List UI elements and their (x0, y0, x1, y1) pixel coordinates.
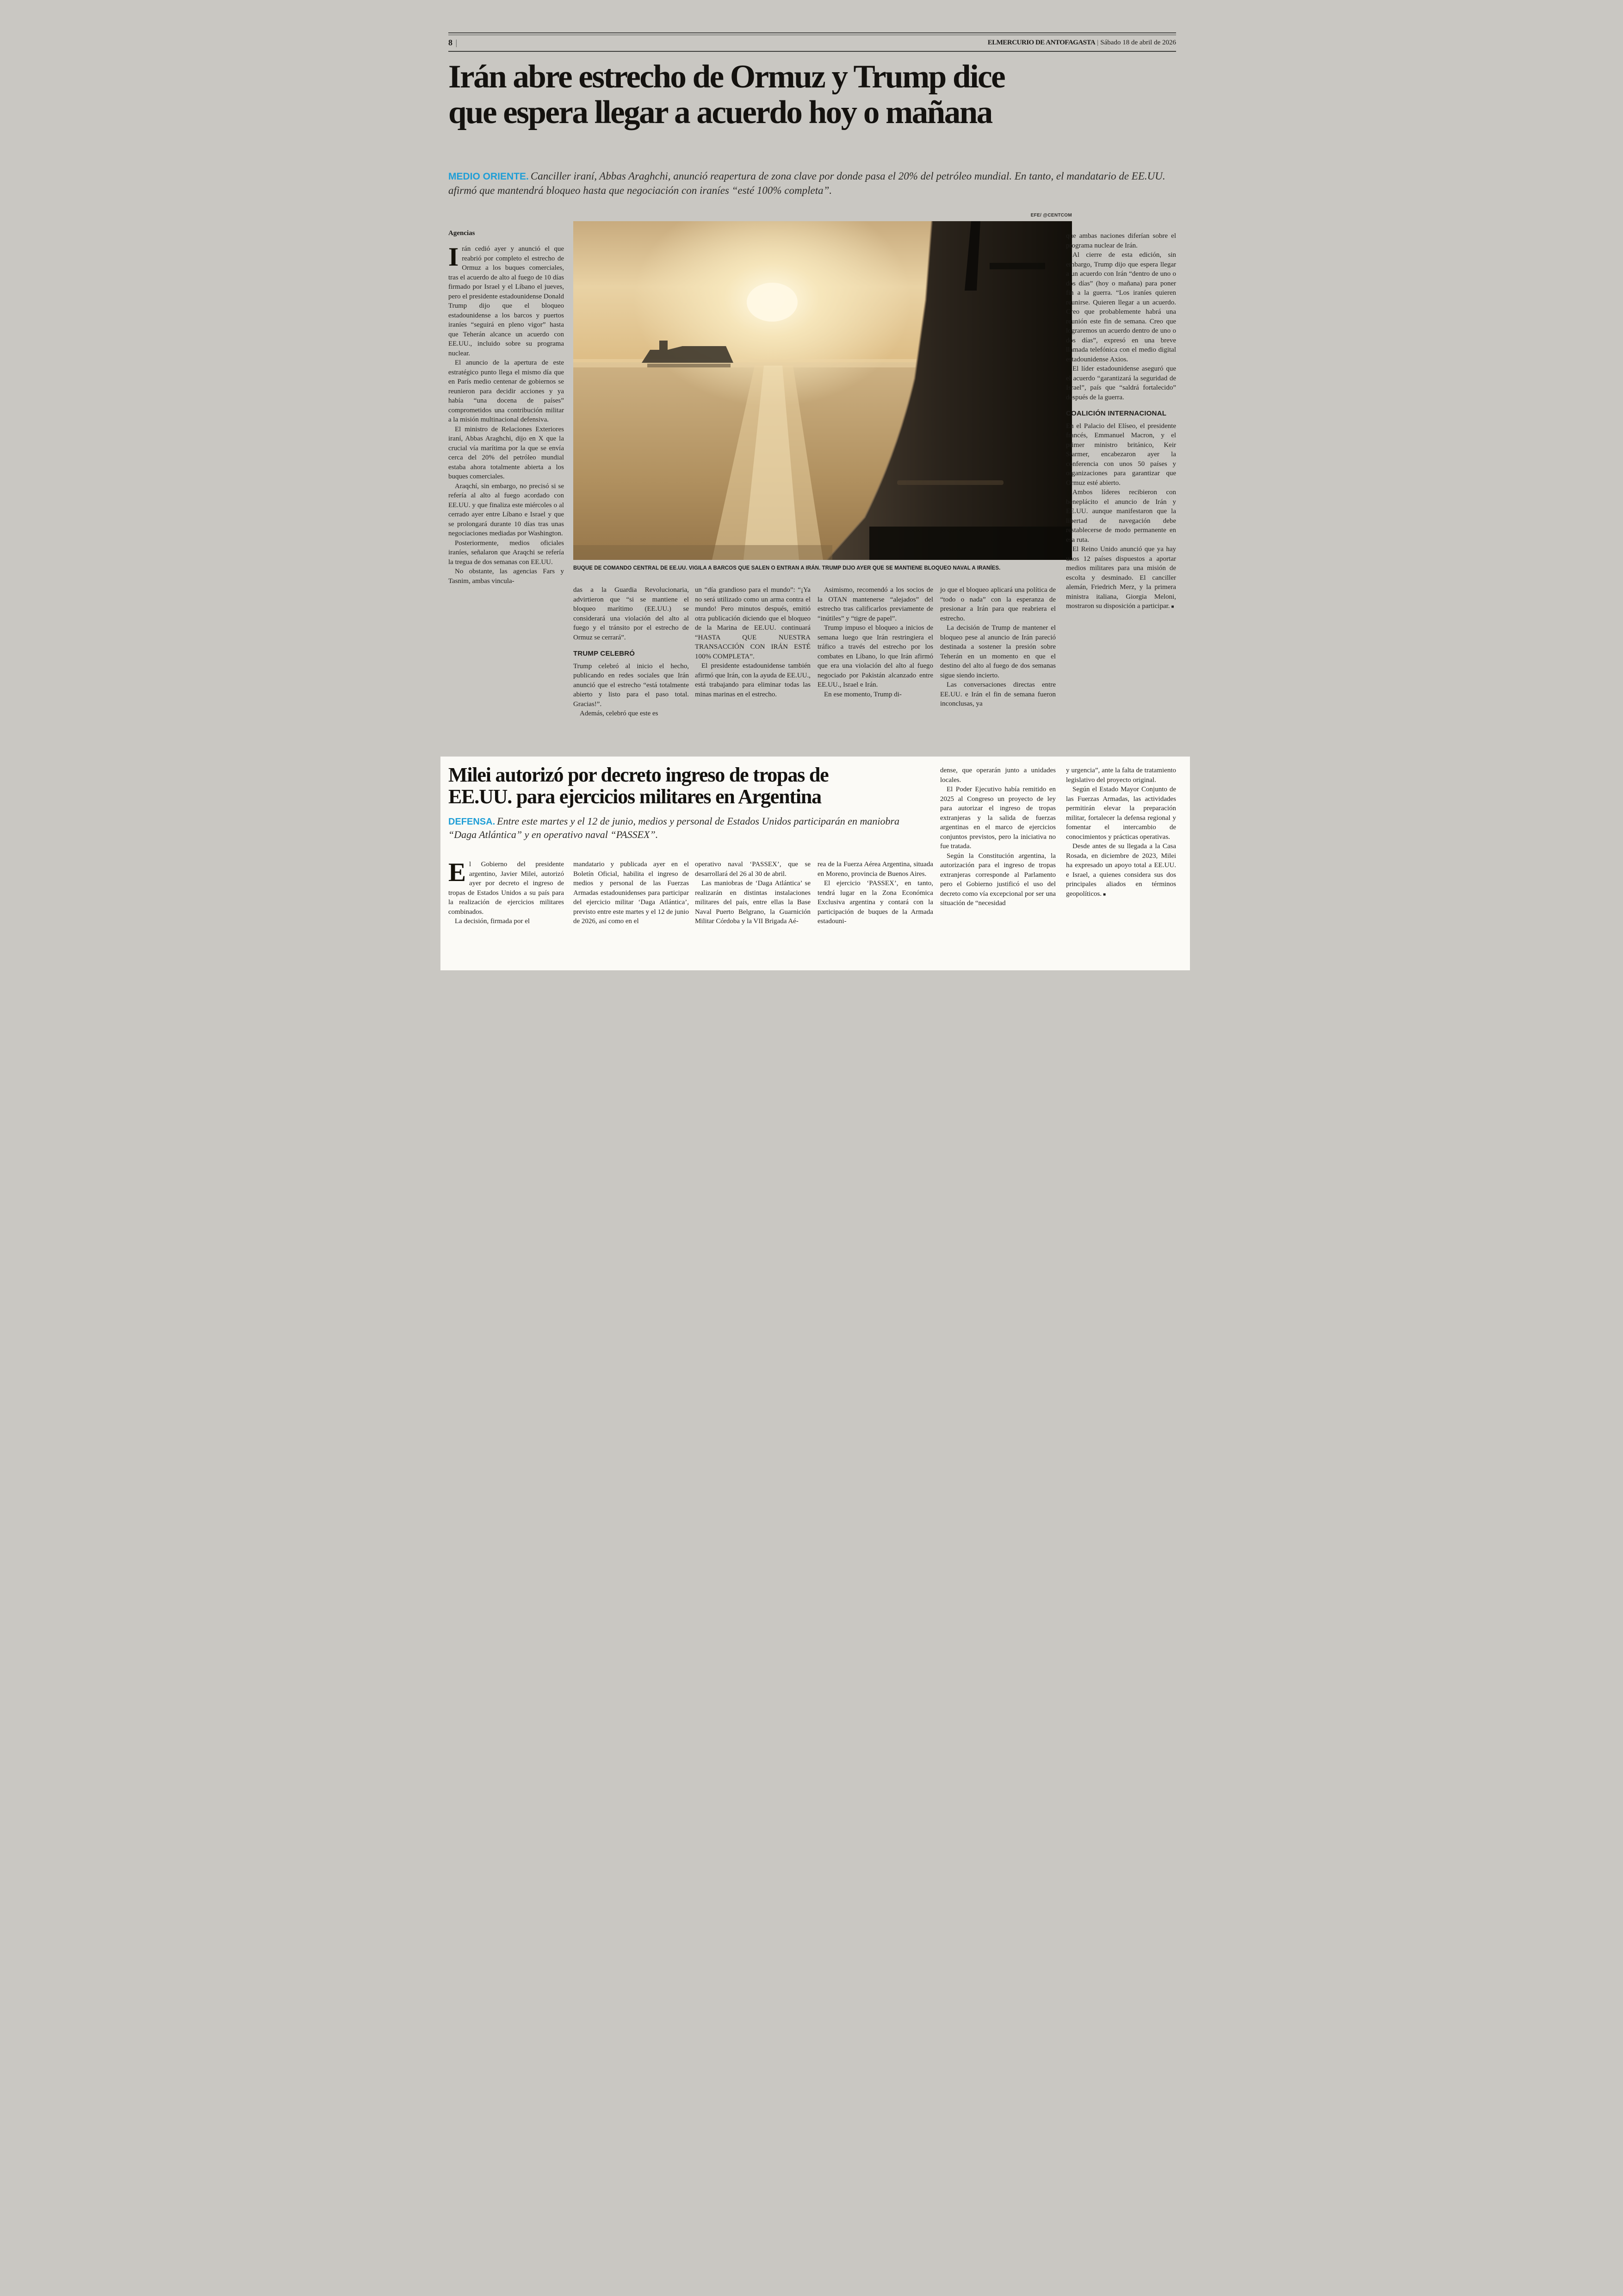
milei-column-6 (1066, 766, 1176, 900)
paragraph: Además, celebró que este es (580, 710, 658, 717)
main-headline (448, 59, 1179, 130)
milei-headline-line1: Milei autorizó por decreto ingreso de tropas de (448, 763, 829, 786)
iran-column-c (818, 585, 933, 699)
lead-paragraph (448, 244, 564, 358)
article-end-mark: ■ (1103, 892, 1106, 897)
photo-credit: EFE/ @CENTCOM (1030, 213, 1072, 218)
paragraph: La decisión de Trump de mantener el bloqueo pese al anuncio de Irán pareció destinada a sostener la presión sobre Teherán en un momento en que el destino del alto al fuego de dos semanas sigue siendo incierto. (940, 624, 1056, 679)
paragraph: dense, que operarán junto a unidades locales. (940, 767, 1056, 784)
paragraph: jo que el bloqueo aplicará una política de “todo o nada” con la esperanza de presionar a Irán para que reabriera el estrecho. (940, 586, 1056, 622)
milei-headline (448, 764, 929, 807)
paragraph (1066, 545, 1176, 612)
milei-article-box (440, 757, 1190, 970)
paragraph: Las maniobras de ‘Daga Atlántica’ se realizarán en distintas instalaciones militares del país, entre ellas la Base Naval Puerto Belgrano, la Guarnición Militar Córdoba y la VII Brigada Aé- (695, 880, 811, 925)
paragraph: Araqchí, sin embargo, no precisó si se refería al alto al fuego acordado con EE.UU. y que finaliza este miércoles o al cerrado ayer entre Líbano e Israel y que se prolongará durante 10 días tras unas negociaciones mediadas por Washington. (448, 482, 564, 537)
newspaper-page (406, 0, 1217, 1148)
iran-right-column (1066, 231, 1176, 612)
main-headline-line1: Irán abre estrecho de Ormuz y Trump dice (448, 59, 1005, 95)
paragraph: El Poder Ejecutivo había remitido en 2025 al Congreso un proyecto de ley para autorizar el ingreso de tropas extranjeras y la salida de fuerzas argentinas en el marco de ejercicios conjuntos previstos, pero la iniciativa no fue tratada. (940, 786, 1056, 850)
drop-cap: E (448, 858, 466, 887)
milei-kicker: DEFENSA. (448, 817, 496, 827)
paragraph-text: El Reino Unido anunció que ya hay unos 12 países dispuestos a aportar medios militares para una misión de escolta y desminado. El canciller alemán, Friedrich Merz, y la primera ministra italiana, Giorgia Meloni, mostraron su disposición a participar. (1066, 546, 1176, 610)
paragraph: La decisión, firmada por el (455, 918, 530, 925)
paragraph: das a la Guardia Revolucionaria, advirtieron que “si se mantiene el bloqueo marítimo (EE.UU.) se considerará una violación del alto al fuego y el tránsito por el estrecho de Ormuz se cerrará”. (573, 586, 689, 641)
paragraph: que ambas naciones diferían sobre el programa nuclear de Irán. (1066, 232, 1176, 249)
paragraph: Ambos líderes recibieron con beneplácito el anuncio de Irán y EE.UU. aunque manifestaron que la libertad de navegación debe restablecerse de modo permanente en esa ruta. (1066, 489, 1176, 544)
folio-line (988, 39, 1176, 47)
main-headline-line2: que espera llegar a acuerdo hoy o mañana (448, 94, 992, 130)
paragraph: Al cierre de esta edición, sin embargo, Trump dijo que espera llegar a un acuerdo con Irán “dentro de uno o dos días” (hoy o mañana) para poner fin a la guerra. “Los iraníes quieren reunirse. Quieren llegar a un acuerdo. Creo que probablemente habrá una reunión este fin de semana. Creo que lograremos un acuerdo dentro de uno o dos días”, expresó en una breve llamada telefónica con el medio digital estadounidense Axios. (1066, 251, 1176, 363)
paragraph: En el Palacio del Elíseo, el presidente francés, Emmanuel Macron, y el primer ministro británico, Keir Starmer, encabezaron ayer la conferencia con unos 50 países y organizaciones para garantizar que Ormuz esté abierto. (1066, 422, 1176, 487)
milei-column-5 (940, 766, 1056, 908)
paragraph (1066, 842, 1176, 900)
byline: Agencias (448, 230, 475, 237)
lead-paragraph (448, 860, 564, 917)
milei-column-1 (448, 860, 564, 926)
milei-column-2 (573, 860, 689, 926)
ship-antenna (990, 263, 1045, 269)
edition-date: Sábado 18 de abril de 2026 (1100, 39, 1176, 46)
page-number-bar: | (455, 38, 458, 47)
paragraph: rea de la Fuerza Aérea Argentina, situada en Moreno, provincia de Buenos Aires. (818, 861, 933, 878)
article-end-mark: ■ (1171, 604, 1174, 609)
paragraph: mandatario y publicada ayer en el Boletín Oficial, habilita el ingreso de medios y personal de las Fuerzas Armadas estadounidenses para participar del ejercicio militar ‘Daga Atlántica’, previsto entre este martes y el 12 de junio de 2026, así como en el (573, 861, 689, 925)
paragraph: El anuncio de la apertura de este estratégico punto llega el mismo día que en París medio centenar de gobiernos se reunieron para decidir acciones y ya había “una docena de países” comprometidos una contribución militar a la misión multinacional defensiva. (448, 359, 564, 423)
paragraph: En ese momento, Trump di- (824, 690, 902, 698)
paragraph: Según la Constitución argentina, la autorización para el ingreso de tropas extranjeras corresponde al Parlamento pero el Gobierno justificó el uso del decreto como vía excepcional por ser una situación de “necesidad (940, 852, 1056, 907)
paragraph: El presidente estadounidense también afirmó que Irán, con la ayuda de EE.UU., está trabajando para eliminar todas las minas marinas en el estrecho. (695, 662, 811, 698)
deck-rail (897, 480, 1004, 485)
paragraph: Según el Estado Mayor Conjunto de las Fuerzas Armadas, las actividades permitirán elevar la preparación militar, fortalecer la defensa regional y fomentar el intercambio de conocimientos y prácticas operativas. (1066, 786, 1176, 841)
header-top-rule (448, 32, 1176, 35)
photo-caption: BUQUE DE COMANDO CENTRAL DE EE.UU. VIGILA A BARCOS QUE SALEN O ENTRAN A IRÁN. TRUMP DIJO AYER QUE SE MANTIENE BLOQUEO NAVAL A IRANÍES. (573, 565, 1001, 571)
paragraph: Asimismo, recomendó a los socios de la OTAN mantenerse “alejados” del estrecho tras calificarlos previamente de “inútiles” y “tigre de papel”. (818, 586, 933, 622)
iran-left-column (448, 244, 564, 586)
main-deck (448, 169, 1172, 198)
section-subhead: TRUMP CELEBRÓ (573, 650, 635, 658)
water-shadow (573, 545, 832, 560)
carrier-reflection (647, 364, 731, 367)
masthead: ELMERCURIO DE ANTOFAGASTA (987, 39, 1096, 46)
paragraph: Las conversaciones directas entre EE.UU. e Irán el fin de semana fueron inconclusas, ya (940, 681, 1056, 707)
paragraph: Trump celebró al inicio el hecho, publicando en redes sociales que Irán anunció que el estrecho “está totalmente abierto y listo para el paso total. Gracias!”. (573, 662, 689, 708)
paragraph: No obstante, las agencias Fars y Tasnim, ambas vincula- (448, 568, 564, 585)
sun (747, 283, 798, 322)
page-number (448, 38, 458, 48)
iran-column-a (573, 585, 689, 719)
lead-paragraph-text: l Gobierno del presidente argentino, Javier Milei, autorizó ayer por decreto el ingreso de tropas de Estados Unidos a su país para la realización de ejercicios militares combinados. (448, 861, 564, 916)
milei-headline-line2: EE.UU. para ejercicios militares en Argentina (448, 785, 821, 808)
main-deck-text: Canciller iraní, Abbas Araghchi, anunció reapertura de zona clave por donde pasa el 20% del petróleo mundial. En tanto, el mandatario de EE.UU. afirmó que mantendrá bloqueo hasta que negociación con iraníes “esté 100% completa”. (448, 170, 1165, 196)
paragraph: El ministro de Relaciones Exteriores iraní, Abbas Araghchi, dijo en X que la crucial vía marítima por la que se envía cerca del 20% del petróleo mundial estaba ahora totalmente abierta a los buques comerciales. (448, 425, 564, 480)
lead-paragraph-text: rán cedió ayer y anunció el que reabrió por completo el estrecho de Ormuz a los buques comerciales, tras el acuerdo de alto al fuego de 10 días firmado por Israel y el Líbano el jueves, pero el presidente estadounidense Donald Trump dijo que el bloqueo estadounidense a los barcos y puertos iraníes “seguirá en pleno vigor” hasta que Teherán alcance un acuerdo con EE.UU., incluido sobre su programa nuclear. (448, 245, 564, 357)
milei-deck-text: Entre este martes y el 12 de junio, medios y personal de Estados Unidos participarán en maniobra “Daga Atlántica” y en operativo naval “PASSEX”. (448, 815, 900, 840)
article-photo (573, 221, 1072, 560)
iran-column-d (940, 585, 1056, 709)
milei-column-4 (818, 860, 933, 926)
iran-column-b (695, 585, 811, 699)
paragraph: un “día grandioso para el mundo”: “¡Ya no será utilizado como un arma contra el mundo! Pero minutos después, emitió otra publicación diciendo que el bloqueo de la Marina de EE.UU. continuará “HASTA QUE NUESTRA TRANSACCIÓN CON IRÁN ESTÉ 100% COMPLETA”. (695, 586, 811, 660)
header-bottom-rule (448, 51, 1176, 52)
deck-shadow (869, 527, 1072, 560)
paragraph: Posteriormente, medios oficiales iraníes, señalaron que Araqchi se refería la tregua de dos semanas con EE.UU. (448, 539, 564, 566)
paragraph-text: Desde antes de su llegada a la Casa Rosada, en diciembre de 2023, Milei ha expresado un apoyo total a EE.UU. e Israel, a quienes considera sus dos principales aliados en términos geopolíticos. (1066, 843, 1176, 898)
milei-column-3 (695, 860, 811, 926)
paragraph: y urgencia”, ante la falta de tratamiento legislativo del proyecto original. (1066, 767, 1176, 784)
paragraph: El ejercicio ‘PASSEX’, en tanto, tendrá lugar en la Zona Económica Exclusiva argentina y contará con la participación de buques de la Armada estadouni- (818, 880, 933, 925)
paragraph: operativo naval ‘PASSEX’, que se desarrollará del 26 al 30 de abril. (695, 861, 811, 878)
paragraph: Trump impuso el bloqueo a inicios de semana luego que Irán restringiera el tráfico a través del estrecho por los combates en Líbano, lo que Irán afirmó que era una violación del alto al fuego negociado por Pakistán alcanzado entre EE.UU., Israel e Irán. (818, 624, 933, 689)
paragraph: El líder estadounidense aseguró que el acuerdo “garantizará la seguridad de Israel”, país que “saldrá fortalecido” después de la guerra. (1066, 365, 1176, 401)
folio-divider: | (1097, 39, 1099, 46)
page-number-value: 8 (448, 38, 453, 47)
sea-sunset-photo-illustration (573, 221, 1072, 560)
milei-deck (448, 815, 929, 841)
section-subhead: COALICIÓN INTERNACIONAL (1066, 410, 1167, 417)
drop-cap: I (448, 242, 459, 272)
main-kicker: MEDIO ORIENTE. (448, 171, 529, 182)
